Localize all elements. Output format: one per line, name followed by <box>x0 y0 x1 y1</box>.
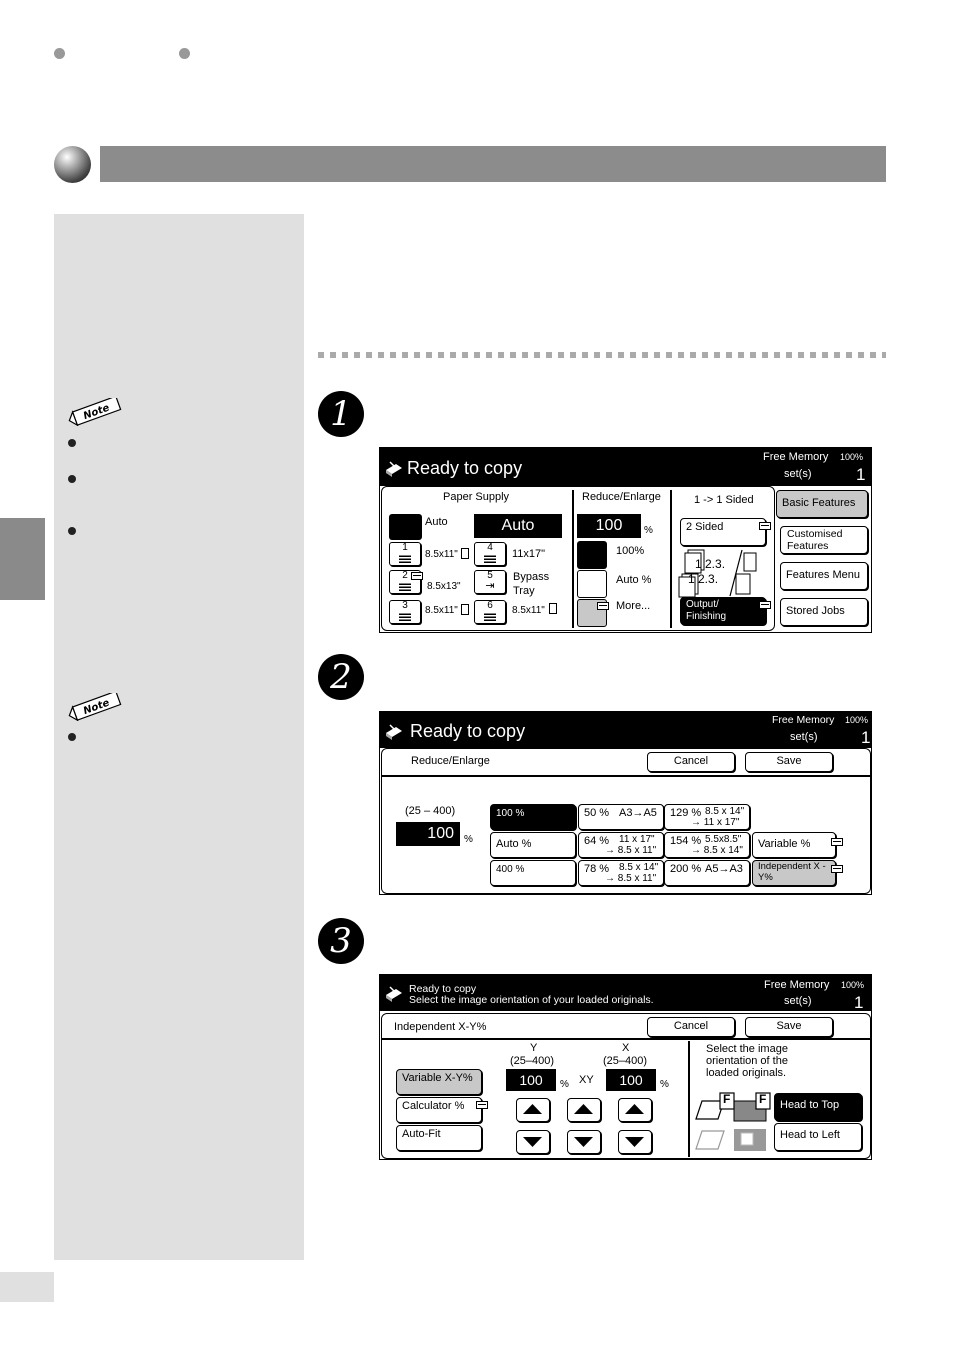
note-bullet <box>68 733 76 741</box>
calculator-button[interactable] <box>396 1097 482 1123</box>
tray-number: 4 <box>487 542 493 553</box>
x-unit: % <box>660 1079 669 1090</box>
tray-number: 1 <box>402 542 408 553</box>
sets-label: set(s) <box>784 468 812 480</box>
sample-pages-a: 1 2.3. <box>695 557 726 571</box>
screen-title: Ready to copy <box>410 721 526 741</box>
screen-title: Ready to copy <box>407 458 523 478</box>
settings-flag-icon <box>597 602 609 610</box>
tray-6-size: 8.5x11" <box>512 605 545 616</box>
two-sided-button[interactable] <box>680 518 766 546</box>
preset-label: 400 % <box>496 864 525 875</box>
column-divider <box>688 1041 690 1157</box>
preset-100-button[interactable] <box>490 804 576 830</box>
tray-4-size: 11x17" <box>512 548 546 560</box>
step-2-icon: 2 <box>318 654 364 700</box>
chapter-tab <box>0 518 45 600</box>
head-to-left-label: Head to Left <box>780 1129 840 1141</box>
preset-200-button[interactable] <box>664 860 750 886</box>
title-bar <box>380 975 871 1011</box>
variable-percent-button[interactable] <box>752 832 836 858</box>
free-memory-label: Free Memory <box>763 451 829 463</box>
preset-percent: 200 % <box>670 863 702 875</box>
tray-6-button[interactable] <box>474 600 506 624</box>
auto-display: Auto <box>474 514 562 538</box>
tab-label: Features Menu <box>786 569 860 581</box>
orientation-letter: F <box>759 1092 767 1106</box>
xy-decrease-button[interactable] <box>567 1130 601 1154</box>
preset-desc: 8.5 x 14" <box>705 806 745 817</box>
output-finishing-label: Output/ Finishing <box>686 599 727 622</box>
mode-label: Auto-Fit <box>402 1128 441 1140</box>
preset-64-button[interactable] <box>578 832 664 858</box>
screen-reduce-enlarge <box>379 711 872 895</box>
preset-desc: 5.5x8.5" <box>705 834 742 845</box>
sets-label: set(s) <box>784 995 812 1007</box>
portrait-paper-icon <box>549 603 557 614</box>
head-to-top-label: Head to Top <box>780 1099 840 1111</box>
header-dot-right <box>179 48 190 59</box>
x-increase-button[interactable] <box>618 1098 652 1122</box>
preset-desc: A3→A5 <box>619 807 657 819</box>
left-sidebar <box>54 214 304 1260</box>
settings-flag-icon <box>759 522 771 530</box>
reduce-enlarge-heading: Reduce/Enlarge <box>582 491 661 503</box>
tray-number: 3 <box>402 600 408 611</box>
sided-heading: 1 -> 1 Sided <box>694 494 754 506</box>
copier-icon <box>384 460 404 478</box>
y-unit: % <box>560 1079 569 1090</box>
y-value-display: 100 <box>506 1069 556 1091</box>
preset-50-button[interactable] <box>578 804 664 830</box>
cancel-label: Cancel <box>673 1020 709 1032</box>
preset-percent: 78 % <box>584 863 610 875</box>
note-bullet <box>68 527 76 535</box>
panel-header-divider <box>382 775 870 777</box>
note-icon <box>66 398 126 426</box>
cancel-label: Cancel <box>673 755 709 767</box>
preset-desc: A5→A3 <box>705 863 743 875</box>
tray-number: 6 <box>487 600 493 611</box>
preset-percent: 50 % <box>584 807 610 819</box>
copier-icon <box>384 723 404 741</box>
tab-stored-jobs[interactable] <box>780 598 868 626</box>
panel-header-divider <box>382 1038 870 1040</box>
mode-label: Calculator % <box>402 1100 465 1112</box>
tab-label: Customised Features <box>787 528 843 553</box>
x-decrease-button[interactable] <box>618 1130 652 1154</box>
preset-desc-2: → 8.5 x 11" <box>605 845 657 856</box>
step-1-icon: 1 <box>318 391 364 437</box>
settings-flag-icon <box>476 1101 488 1109</box>
section-header-bar <box>100 146 886 182</box>
preset-100-button[interactable] <box>577 541 607 569</box>
sets-value: 1 <box>856 465 866 484</box>
preset-100-label: 100% <box>616 545 645 557</box>
column-divider <box>572 490 574 628</box>
arrow-down-icon <box>568 1131 599 1152</box>
percent-unit: % <box>644 525 653 536</box>
portrait-paper-icon <box>461 604 469 615</box>
auto-fit-button[interactable] <box>396 1125 482 1151</box>
section-sphere-icon <box>54 146 91 183</box>
save-label: Save <box>776 755 802 767</box>
tab-features-menu[interactable] <box>780 562 868 590</box>
paper-supply-heading: Paper Supply <box>443 491 510 503</box>
tray-4-button[interactable] <box>474 542 506 566</box>
two-sided-label: 2 Sided <box>686 521 724 533</box>
save-button[interactable] <box>745 752 833 772</box>
preset-label: Auto % <box>496 838 532 850</box>
auto-label: Auto <box>425 516 448 528</box>
title-bar <box>380 712 871 748</box>
x-range: (25–400) <box>603 1055 648 1067</box>
mode-label: Variable X-Y% <box>402 1072 473 1084</box>
tray-5-button[interactable]: 5 ⇥ <box>474 570 506 594</box>
y-increase-button[interactable] <box>516 1098 550 1122</box>
sets-label: set(s) <box>790 731 818 743</box>
xy-label: XY <box>579 1074 594 1086</box>
panel-title: Reduce/Enlarge <box>411 755 490 767</box>
arrow-up-icon <box>619 1099 650 1120</box>
percent-unit: % <box>464 834 473 845</box>
preset-400-button[interactable] <box>490 860 576 886</box>
preset-78-button[interactable] <box>578 860 664 886</box>
preset-154-button[interactable] <box>664 832 750 858</box>
y-range: (25–400) <box>510 1055 555 1067</box>
settings-flag-icon <box>831 865 843 873</box>
portrait-paper-icon <box>461 548 469 559</box>
auto-tray-button[interactable] <box>389 514 422 540</box>
variable-xy-button[interactable] <box>396 1069 482 1095</box>
title-bar <box>380 448 871 486</box>
save-label: Save <box>776 1020 802 1032</box>
arrow-up-icon <box>568 1099 599 1120</box>
tab-customised-features[interactable] <box>780 526 868 554</box>
tray-3-button[interactable] <box>389 600 421 624</box>
tray-number: 2 <box>402 570 408 581</box>
preset-desc: 11 x 17" <box>619 834 655 845</box>
sets-value: 1 <box>861 728 871 747</box>
tab-basic-features[interactable] <box>776 490 868 518</box>
panel-title: Independent X-Y% <box>394 1021 487 1033</box>
free-memory-value: 100% <box>841 980 865 990</box>
x-value-display: 100 <box>606 1069 656 1091</box>
tray-3-size: 8.5x11" <box>425 605 458 616</box>
page-number-box <box>0 1272 54 1302</box>
percent-display: 100 <box>396 822 460 846</box>
xy-increase-button[interactable] <box>567 1098 601 1122</box>
free-memory-value: 100% <box>845 715 869 725</box>
tray-2-size: 8.5x13" <box>427 581 461 592</box>
tray-5-size: Bypass Tray <box>513 571 550 597</box>
tray-1-size: 8.5x11" <box>425 549 458 560</box>
free-memory-label: Free Memory <box>772 714 835 726</box>
x-label: X <box>622 1042 630 1054</box>
variable-label: Variable % <box>758 838 811 850</box>
svg-text:Note: Note <box>82 402 112 423</box>
preset-desc: 8.5 x 14" <box>619 862 659 873</box>
independent-xy-button[interactable] <box>752 860 836 886</box>
copier-icon <box>384 985 404 1003</box>
tray-1-button[interactable] <box>389 542 421 566</box>
preset-desc-2: → 8.5 x 11" <box>605 873 657 884</box>
arrow-up-icon <box>517 1099 548 1120</box>
header-dot-left <box>54 48 65 59</box>
y-decrease-button[interactable] <box>516 1130 550 1154</box>
head-to-left-button[interactable] <box>774 1123 862 1151</box>
column-divider <box>670 490 672 628</box>
screen-title: Ready to copy <box>409 983 477 995</box>
settings-flag-icon <box>759 601 771 609</box>
preset-percent: 129 % <box>670 807 702 819</box>
dotted-divider <box>318 352 886 358</box>
auto-percent-button[interactable] <box>490 832 576 858</box>
sample-pages-b: 1 2.3. <box>688 572 719 586</box>
tab-label: Basic Features <box>782 497 856 509</box>
orientation-instructions: Select the image orientation of the loaded originals. <box>706 1043 788 1079</box>
preset-desc-2: → 11 x 17" <box>691 817 740 828</box>
sets-value: 1 <box>854 993 864 1012</box>
svg-text:Note: Note <box>82 697 112 718</box>
free-memory-value: 100% <box>840 452 864 462</box>
note-bullet <box>68 475 76 483</box>
save-button[interactable] <box>745 1017 833 1037</box>
range-label: (25 – 400) <box>405 805 456 817</box>
tray-number: 5 <box>487 570 493 581</box>
reduce-value-display: 100 <box>577 514 641 538</box>
settings-flag-icon <box>831 838 843 846</box>
head-to-left-illustration-icon <box>694 1125 772 1153</box>
preset-desc-2: → 8.5 x 14" <box>691 845 743 856</box>
arrow-down-icon <box>517 1131 548 1152</box>
settings-flag-icon <box>411 572 423 580</box>
step-3-icon: 3 <box>318 918 364 964</box>
head-to-top-button[interactable] <box>774 1093 862 1121</box>
output-finishing-button[interactable] <box>680 597 766 625</box>
arrow-down-icon <box>619 1131 650 1152</box>
preset-percent: 64 % <box>584 835 610 847</box>
y-label: Y <box>530 1042 538 1054</box>
screen-basic-features <box>379 447 872 633</box>
free-memory-label: Free Memory <box>764 979 830 991</box>
tab-label: Stored Jobs <box>786 605 845 617</box>
independent-label: Independent X - Y% <box>758 861 826 883</box>
screen-independent-xy <box>379 974 872 1160</box>
note-bullet <box>68 439 76 447</box>
orientation-letter: F <box>723 1092 731 1106</box>
preset-percent: 154 % <box>670 835 702 847</box>
preset-129-button[interactable] <box>664 804 750 830</box>
screen-subtitle: Select the image orientation of your loaded originals. <box>409 994 654 1006</box>
more-label: More... <box>616 600 651 612</box>
auto-percent-label: Auto % <box>616 574 652 586</box>
cancel-button[interactable] <box>647 752 735 772</box>
cancel-button[interactable] <box>647 1017 735 1037</box>
preset-label: 100 % <box>496 808 525 819</box>
auto-percent-button[interactable] <box>577 570 607 598</box>
note-icon <box>66 693 126 721</box>
